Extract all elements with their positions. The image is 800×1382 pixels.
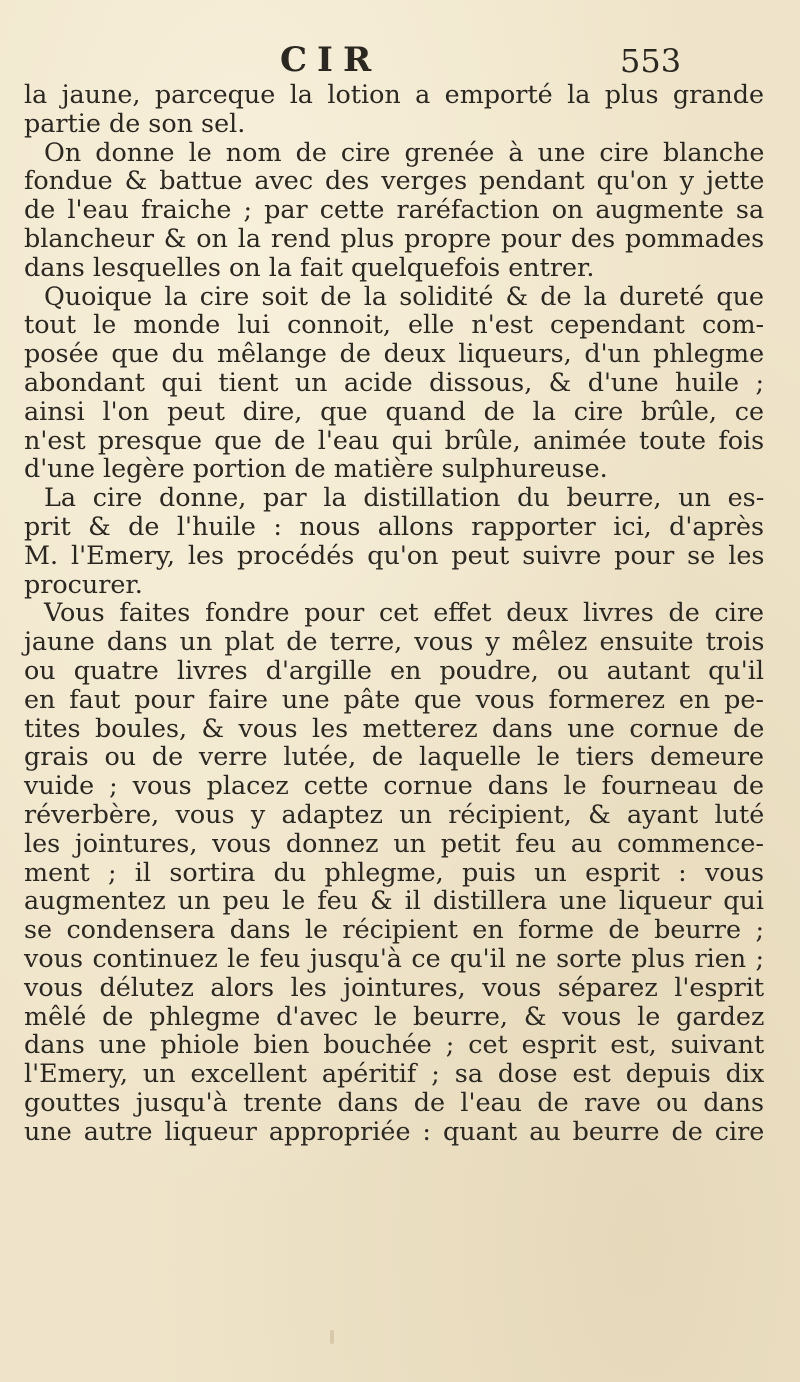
text-line: grais ou de verre lutée, de laquelle le tiers demeure — [24, 741, 764, 772]
text-line: de l'eau fraiche ; par cette raréfaction on augmente sa — [24, 194, 765, 225]
text-line: gouttes jusqu'à trente dans de l'eau de rave ou dans — [24, 1086, 764, 1117]
text-line: Vous faites fondre pour cet effet deux livres de cire — [44, 597, 764, 628]
text-line: La cire donne, par la distillation du beurre, un es- — [44, 482, 765, 513]
text-line: procurer. — [24, 568, 143, 599]
text-line: mêlé de phlegme d'avec le beurre, & vous le gardez — [24, 1000, 765, 1031]
text-line: vous continuez le feu jusqu'à ce qu'il ne sorte plus rien ; — [24, 942, 765, 973]
paragraph-procedure — [24, 598, 764, 1145]
paragraph-cire-grenee — [24, 138, 764, 282]
text-line: se condensera dans le récipient en forme de beurre ; — [24, 914, 764, 945]
text-line: vous délutez alors les jointures, vous séparez l'esprit — [24, 971, 765, 1002]
paragraph-continuation — [24, 80, 764, 138]
text-line: fondue & battue avec des verges pendant qu'on y jette — [24, 165, 765, 196]
text-line: prit & de l'huile : nous allons rapporter ici, d'après — [24, 510, 764, 541]
text-line: jaune dans un plat de terre, vous y mêlez ensuite trois — [24, 626, 765, 657]
paragraph-composition — [24, 282, 764, 484]
text-line: ment ; il sortira du phlegme, puis un esprit : vous — [24, 856, 764, 887]
text-line: tites boules, & vous les metterez dans une cornue de — [24, 712, 765, 743]
text-line: vuide ; vous placez cette cornue dans le fourneau de — [24, 770, 764, 801]
text-line: ou quatre livres d'argille en poudre, ou autant qu'il — [24, 654, 764, 685]
text-line: dans lesquelles on la fait quelquefois entrer. — [24, 251, 595, 282]
text-line: ainsi l'on peut dire, que quand de la cire brûle, ce — [24, 395, 764, 426]
text-line: partie de son sel. — [24, 107, 246, 138]
text-line: abondant qui tient un acide dissous, & d'une huile ; — [24, 366, 764, 397]
text-line: On donne le nom de cire grenée à une cire blanche — [44, 136, 765, 167]
text-line: l'Emery, un excellent apéritif ; sa dose est depuis dix — [24, 1058, 765, 1089]
text-body — [24, 80, 764, 1145]
text-line: augmentez un peu le feu & il distillera une liqueur qui — [24, 885, 764, 916]
paragraph-distillation — [24, 483, 764, 598]
paper-stain — [330, 1330, 334, 1344]
text-line: réverbère, vous y adaptez un récipient, & ayant luté — [24, 798, 765, 829]
text-line: d'une legère portion de matière sulphureuse. — [24, 453, 608, 484]
text-line: les jointures, vous donnez un petit feu au commence- — [24, 827, 764, 858]
text-line: posée que du mêlange de deux liqueurs, d'un phlegme — [24, 338, 765, 369]
text-line: une autre liqueur appropriée : quant au beurre de cire — [24, 1115, 765, 1146]
page-number: 553 — [620, 42, 682, 80]
running-title: CIR — [280, 40, 382, 80]
text-line: n'est presque que de l'eau qui brûle, animée toute fois — [24, 424, 765, 455]
text-line: M. l'Emery, les procédés qu'on peut suivre pour se les — [24, 539, 765, 570]
page-header — [0, 40, 800, 84]
text-line: en faut pour faire une pâte que vous formerez en pe- — [24, 683, 764, 714]
text-line: blancheur & on la rend plus propre pour des pommades — [24, 222, 765, 253]
text-line: Quoique la cire soit de la solidité & de la dureté que — [44, 280, 764, 311]
text-line: tout le monde lui connoit, elle n'est cependant com- — [24, 309, 765, 340]
text-line: dans une phiole bien bouchée ; cet esprit est, suivant — [24, 1029, 765, 1060]
text-line: la jaune, parceque la lotion a emporté la plus grande — [24, 79, 765, 109]
